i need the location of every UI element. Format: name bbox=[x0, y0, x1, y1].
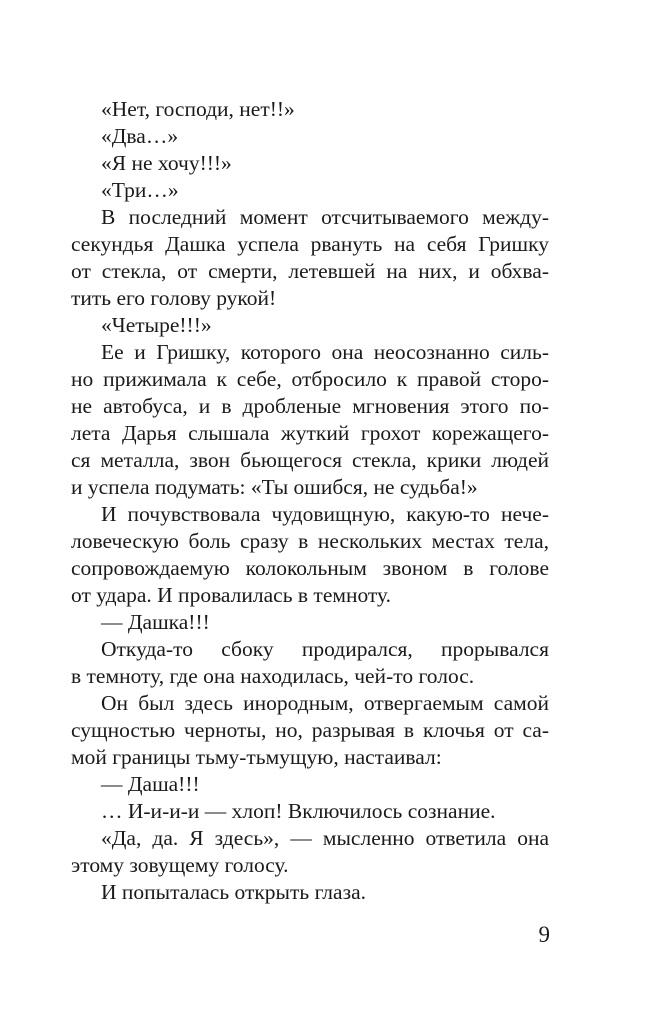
text-line: сопровождаемую колокольным звоном в голове bbox=[71, 556, 549, 580]
text-line: от стекла, от смерти, летевшей на них, и обхва- bbox=[71, 259, 549, 283]
text-line: мой границы тьму-тьмущую, настаивал: bbox=[71, 745, 442, 769]
text-line: «Да, да. Я здесь», — мысленно ответила она bbox=[101, 826, 549, 850]
text-line: — Даша!!! bbox=[101, 772, 200, 796]
text-line: Откуда-то сбоку продирался, прорывался bbox=[101, 637, 549, 661]
text-line: И попыталась открыть глаза. bbox=[101, 880, 366, 904]
text-line: И почувствовала чудовищную, какую-то нече- bbox=[101, 502, 549, 526]
text-line: … И-и-и-и — хлоп! Включилось сознание. bbox=[101, 799, 496, 823]
text-line: «Два…» bbox=[101, 124, 179, 148]
text-line: секундья Дашка успела рвануть на себя Гришку bbox=[71, 232, 549, 256]
text-line: Ее и Гришку, которого она неосознанно силь- bbox=[101, 340, 549, 364]
page-number: 9 bbox=[538, 922, 550, 947]
text-line: ловеческую боль сразу в нескольких местах тела, bbox=[71, 529, 549, 553]
text-line: — Дашка!!! bbox=[101, 610, 210, 634]
text-line: не автобуса, и в дробленые мгновения этого по- bbox=[71, 394, 549, 418]
text-line: «Четыре!!!» bbox=[101, 313, 212, 337]
text-line: тить его голову рукой! bbox=[71, 286, 277, 310]
text-line: Он был здесь инородным, отвергаемым самой bbox=[101, 691, 549, 715]
text-line: «Нет, господи, нет!!» bbox=[101, 97, 295, 121]
text-line: этому зовущему голосу. bbox=[71, 853, 289, 877]
text-line: в темноту, где она находилась, чей-то голос. bbox=[71, 664, 475, 688]
text-line: ся металла, звон бьющегося стекла, крики людей bbox=[71, 448, 549, 472]
text-line: сущностью черноты, но, разрывая в клочья от са- bbox=[71, 718, 549, 742]
text-line: от удара. И провалилась в темноту. bbox=[71, 583, 392, 607]
text-line: и успела подумать: «Ты ошибся, не судьба!» bbox=[71, 475, 478, 499]
text-line: но прижимала к себе, отбросило к правой сторо- bbox=[71, 367, 549, 391]
text-line: «Три…» bbox=[101, 178, 179, 202]
text-line: «Я не хочу!!!» bbox=[101, 151, 232, 175]
text-line: В последний момент отсчитываемого между- bbox=[101, 205, 549, 229]
text-line: лета Дарья слышала жуткий грохот корежащего- bbox=[71, 421, 549, 445]
